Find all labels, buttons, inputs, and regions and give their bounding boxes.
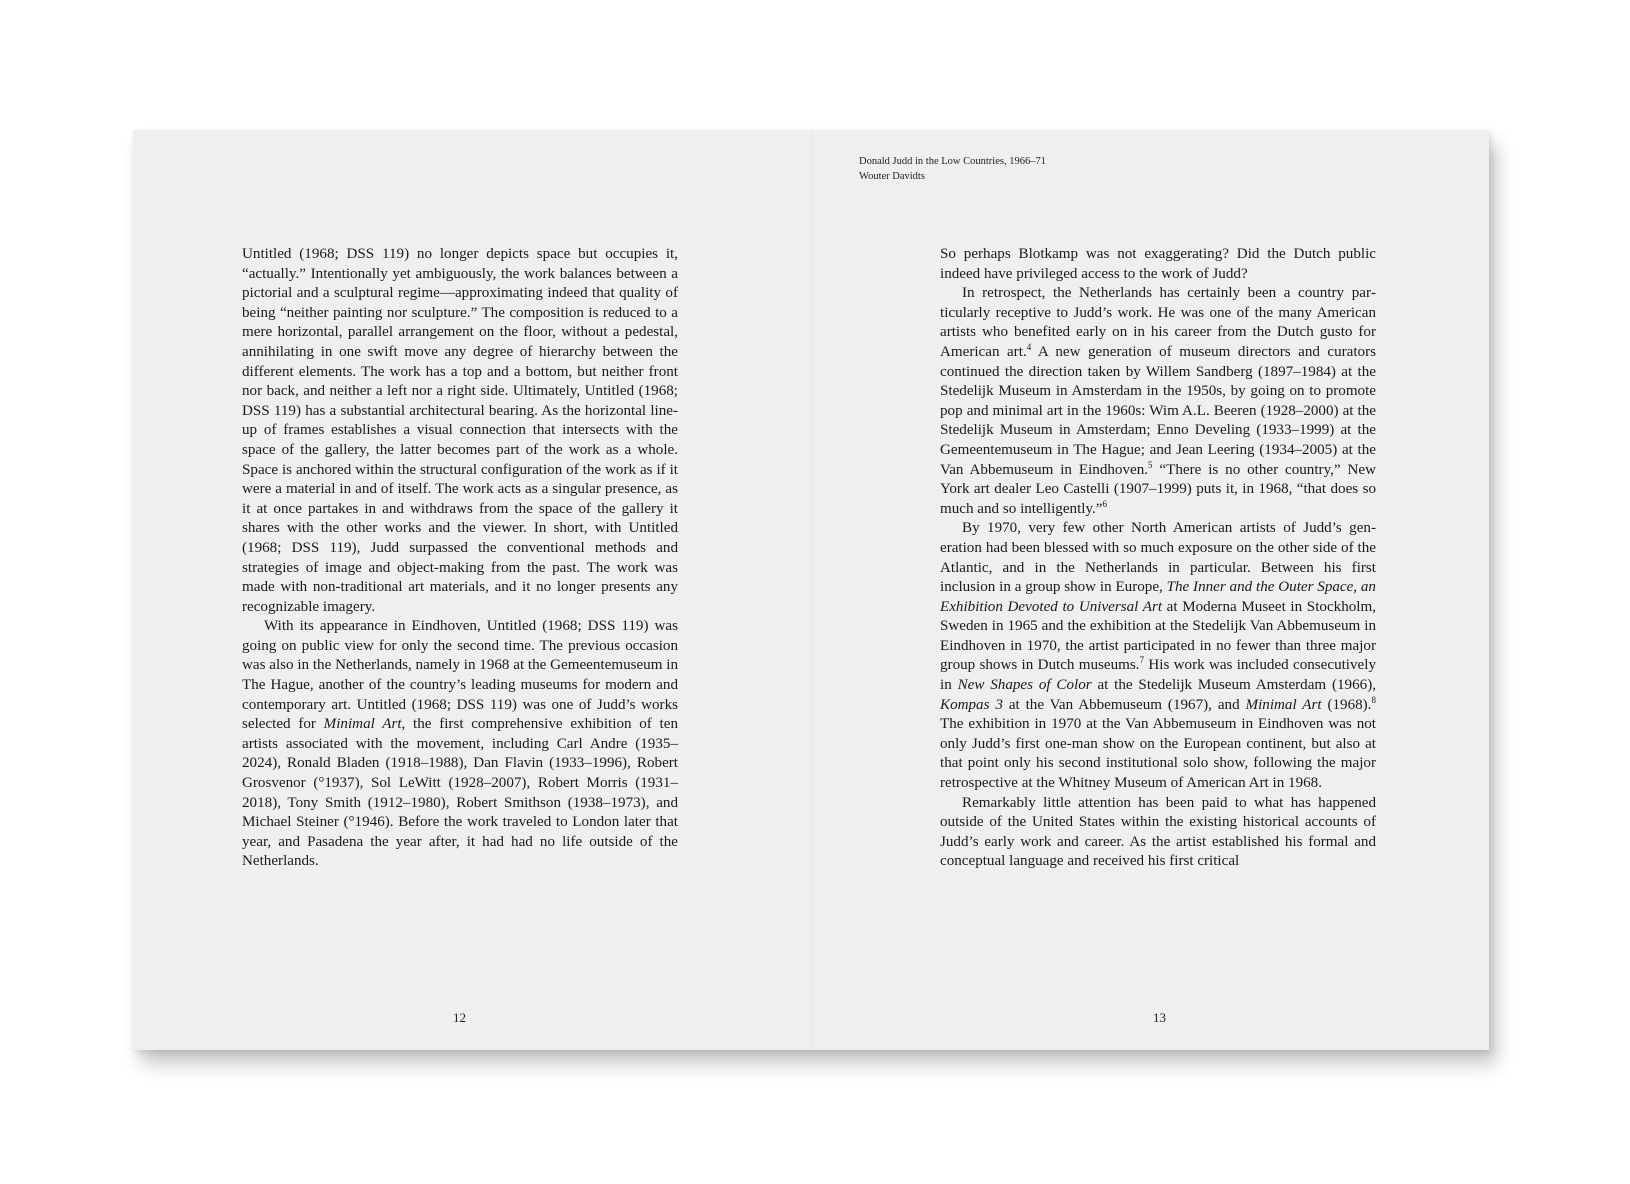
text-run: Remarkably little attention has been paid to what has happened outside of the United States within the existing historical accounts of Judd’s early work and career. As the artist established his formal and conceptual language and received his first critical [940,794,1376,870]
running-head-author: Wouter Davidts [859,171,925,182]
right-page-text-column [940,245,1376,872]
text-run: at the Van Abbemuseum (1967), and [1002,696,1246,713]
text-run: So perhaps Blotkamp was not exaggerating? Did the Dutch public indeed have privileged access to the work of Judd? [940,246,1376,282]
italic-title: New Shapes of Color [957,677,1092,694]
text-run: In retrospect, the Netherlands has certainly been a country particularly receptive to Judd’s work. He was one of the many American artists who benefited early on in his career from the Dutch gusto for American art. [940,285,1376,360]
running-head [859,154,1046,184]
body-paragraph [940,794,1376,872]
left-page-number: 12 [453,1010,466,1025]
body-paragraph [940,284,1376,519]
body-paragraph [242,617,678,872]
left-page-text-column [242,245,678,872]
text-run: at Moderna Museet in Stockholm, Sweden in 1965 and the exhibition at the Stedelijk Van Abbemuseum in Eindhoven in 1970, the artist participated in no fewer than three major group shows in Dutch museums. [940,598,1376,674]
text-run: “There is no other country,” New York art dealer Leo Castelli (1907–1999) puts it, in 1968, “that does so much and so intelligently.” [940,461,1376,517]
text-run: , the first comprehensive exhibition of ten artists associated with the movement, including Carl Andre (1935–2024), Ronald Bladen (1918–1988), Dan Flavin (1933–1996), Robert Grosvenor (°1937), Sol LeWitt (1928–2007), Robert Morris (1931–2018), Tony Smith (1912–1980), Robert Smithson (1938–1973), and Michael Steiner (°1946). Before the work traveled to London later that year, and Pasadena the year after, it had had no life outside of the Netherlands. [242,716,678,870]
footnote-ref: 4 [1026,341,1032,352]
footnote-ref: 8 [1371,694,1376,705]
text-run: A new generation of museum directors and curators continued the direction taken by Willem Sandberg (1897–1984) at the Stedelijk Museum in Amsterdam in the 1950s, by going on to promote pop and minimal art in the 1960s: Wim A.L. Beeren (1928–2000) at the Stedelijk Museum in Amsterdam; Enno Develing (1933–1999) at the Gemeentemuseum in The Hague; and Jean Leering (1934–2005) at the Van Abbemuseum in Eindhoven. [940,343,1376,478]
text-run: His work was included consecutively in [940,657,1376,694]
text-run: With its appearance in Eindhoven, Untitled (1968; DSS 119) was going on public view for only the second time. The previous occasion was also in the Netherlands, namely in 1968 at the Gemeentemuseum in The Hague, another of the country’s leading museums for modern and contemporary art. Untitled (1968; DSS 119) was one of Judd’s works selected for [242,618,678,733]
text-run: (1968). [1321,696,1372,713]
body-paragraph [242,245,678,617]
text-run: The exhibition in 1970 at the Van Abbemuseum in Eindhoven was not only Judd’s first one-man show on the European continent, but also at that point only his second institutional solo show, following the major retrospective at the Whitney Museum of American Art in 1968. [940,716,1376,792]
text-run: at the Stedelijk Museum Amsterdam (1966), [1091,677,1376,694]
footnote-ref: 5 [1148,459,1153,470]
book-gutter [811,130,813,1050]
italic-title: Kompas 3 [940,696,1003,713]
italic-title: Minimal Art [1245,696,1322,713]
body-paragraph [940,519,1376,793]
text-run: By 1970, very few other North American artists of Judd’s generation had been blessed with so much exposure on the other side of the Atlantic, and in the Netherlands in particular. Between his first inclusion in a group show in Europe, [940,520,1376,596]
body-paragraph [940,245,1376,284]
italic-title: Minimal Art [323,716,402,733]
book-spread [133,130,1489,1050]
text-run: Untitled (1968; DSS 119) no longer depicts space but occupies it, “actually.” Intentionally yet ambiguously, the work balances between a pictorial and a sculptural regime—approximating indeed that quality of being “neither painting nor sculpture.” The composition is reduced to a mere horizontal, parallel arrangement on the floor, without a pedestal, annihilating in one swift move any degree of hierarchy between the different elements. The work has a top and a bottom, but neither front nor back, and neither a left nor a right side. Ultimately, Untitled (1968; DSS 119) has a substantial architectural bearing. As the horizontal line-up of frames establishes a visual connection that intersects with the space of the gallery, the latter becomes part of the work as a whole. Space is anchored within the structural configuration of the work as if it were a material in and of itself. The work acts as a singular presence, as it at once partakes in and withdraws from the space of the gallery it shares with the other works and the viewer. In short, with Untitled (1968; DSS 119), Judd surpassed the conventional methods and strategies of image and object-making from the past. The work was made with non-traditional art materials, and it no longer presents any recognizable imagery. [242,246,678,615]
italic-title: The Inner and the Outer Space, an Exhibition Devoted to Universal Art [940,579,1376,615]
right-page-number: 13 [1153,1010,1166,1025]
footnote-ref: 6 [1102,498,1108,509]
running-head-title: Donald Judd in the Low Countries, 1966–71 [859,156,1046,167]
footnote-ref: 7 [1139,655,1145,666]
